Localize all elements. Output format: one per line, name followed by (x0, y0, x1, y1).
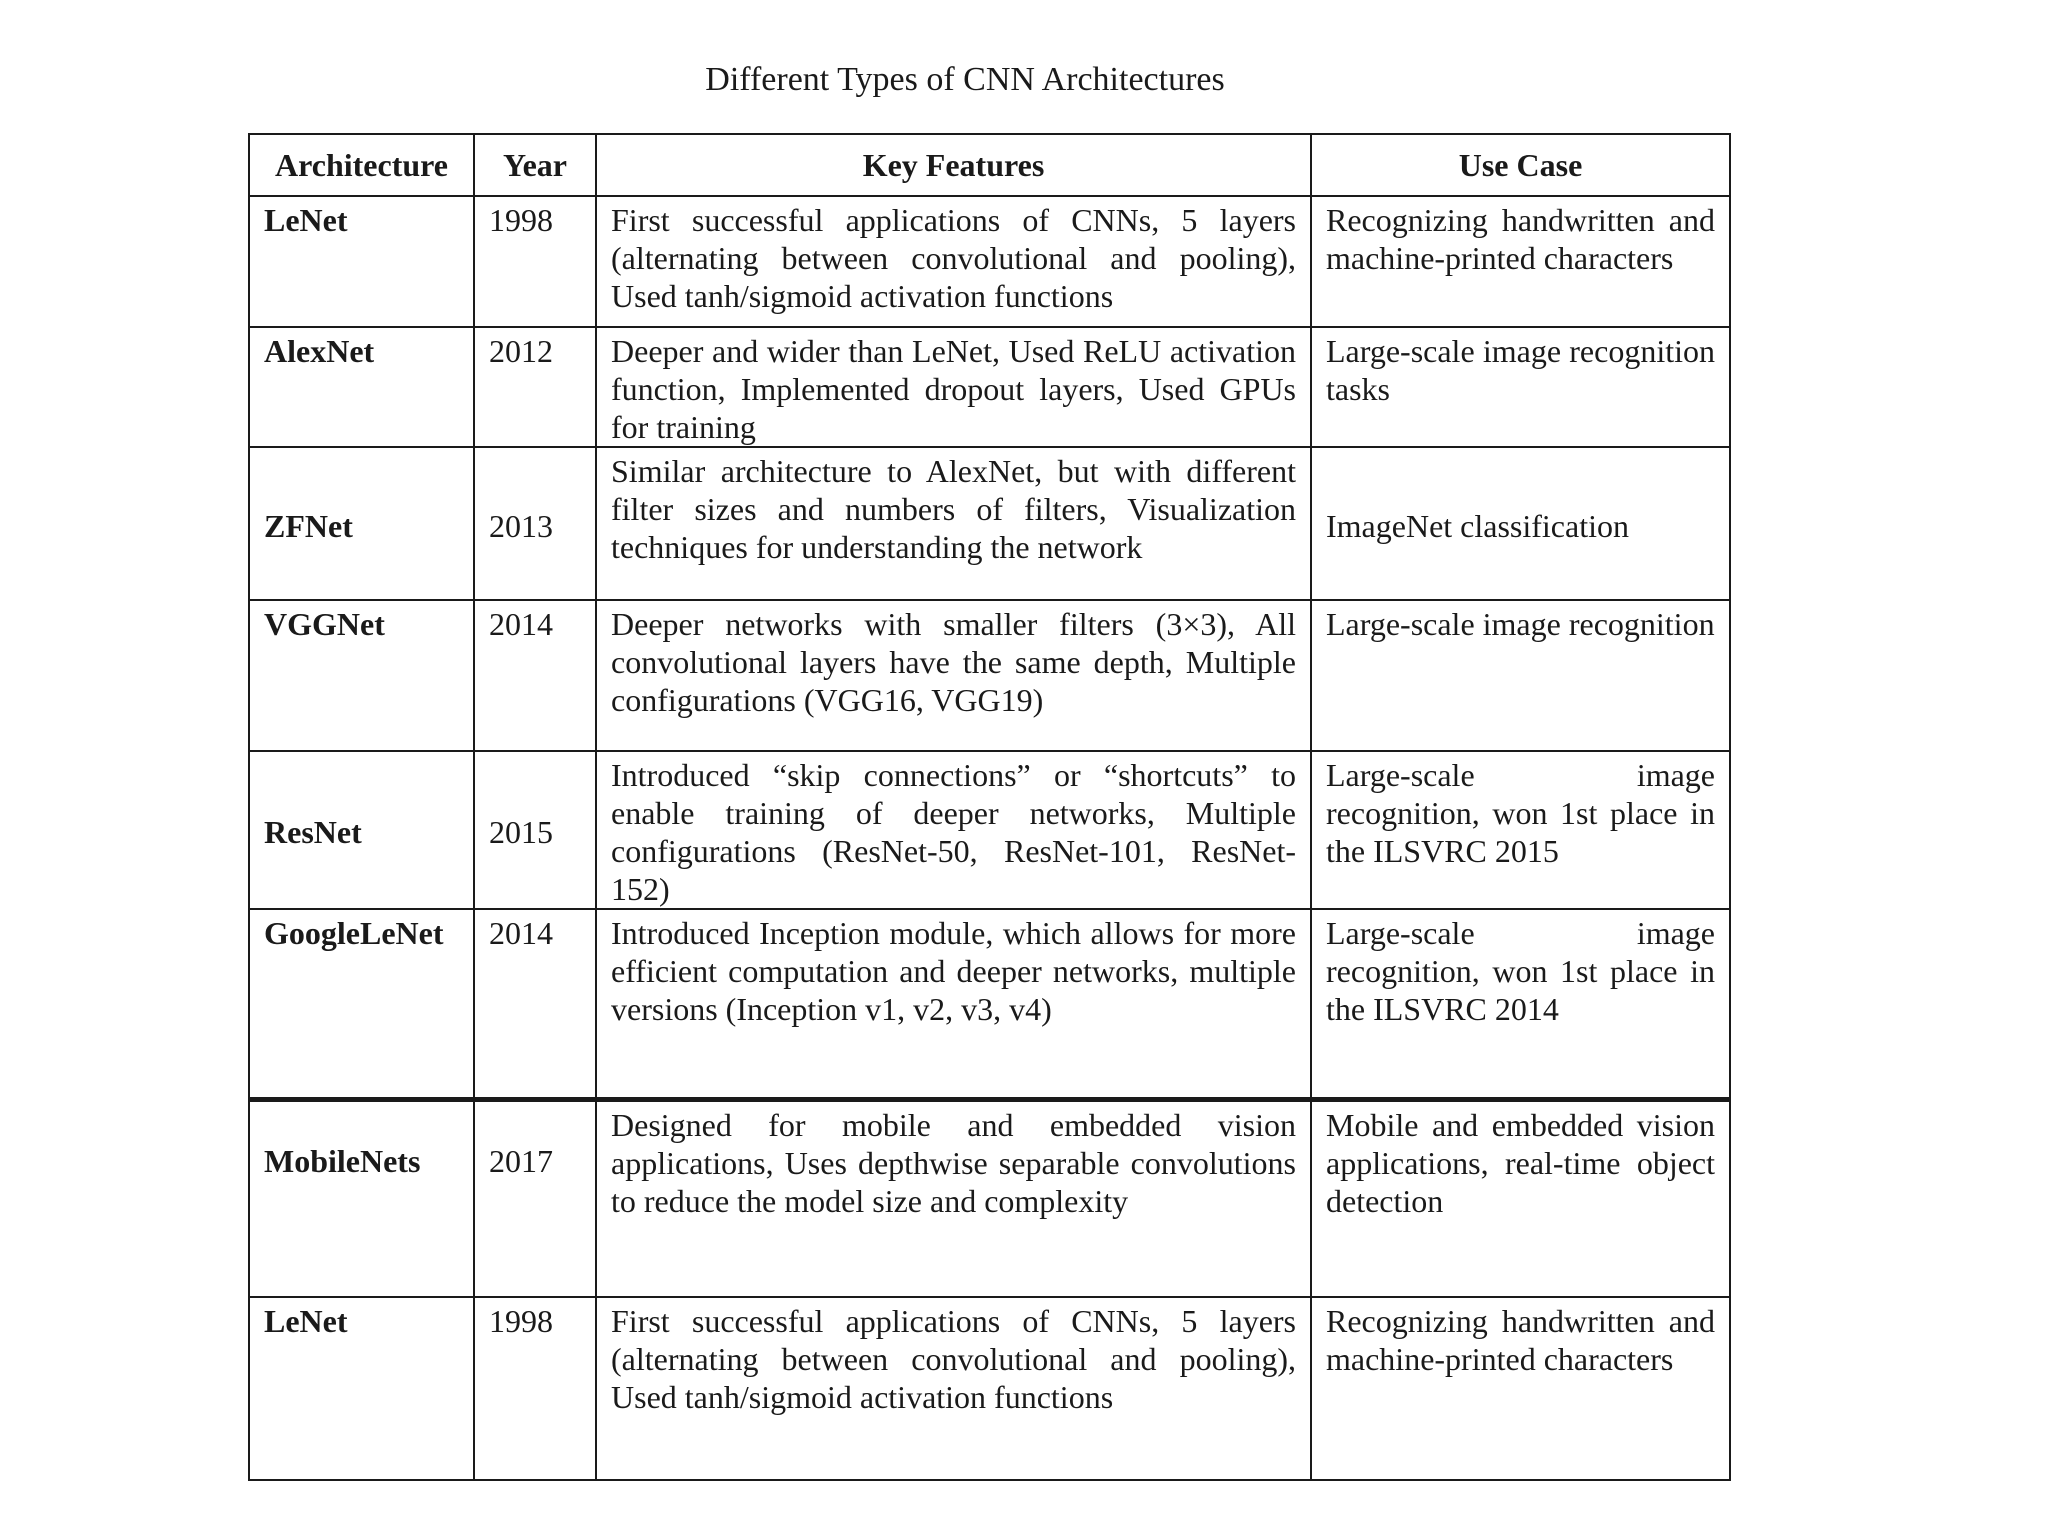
cell-key-features: First successful applications of CNNs, 5 layers (alternating between convolutional and pooling), Used tanh/sigmoid activation functions (596, 196, 1311, 327)
cell-year: 1998 (474, 1297, 596, 1480)
cell-key-features: Introduced “skip connections” or “shortcuts” to enable training of deeper networks, Multiple configurations (ResNet-50, ResNet-101, ResNet-152) (596, 751, 1311, 909)
cell-use-case: Mobile and embedded vision applications, real-time object detection (1311, 1099, 1730, 1297)
cell-architecture: AlexNet (249, 327, 474, 447)
cell-year: 2012 (474, 327, 596, 447)
cell-use-case: Large-scale image recognition tasks (1311, 327, 1730, 447)
table-row (249, 751, 1730, 909)
cell-year: 2014 (474, 600, 596, 751)
cell-key-features: Introduced Inception module, which allows for more efficient computation and deeper networks, multiple versions (Inception v1, v2, v3, v4) (596, 909, 1311, 1099)
cell-use-case: Large-scale image recognition, won 1st place in the ILSVRC 2014 (1311, 909, 1730, 1099)
cnn-architectures-table (248, 133, 1731, 1481)
table-row (249, 196, 1730, 327)
cell-year: 2013 (474, 447, 596, 600)
cell-use-case: Recognizing handwritten and machine-printed characters (1311, 1297, 1730, 1480)
cell-key-features: First successful applications of CNNs, 5 layers (alternating between convolutional and pooling), Used tanh/sigmoid activation functions (596, 1297, 1311, 1480)
cell-use-case: ImageNet classification (1311, 447, 1730, 600)
cell-key-features: Deeper networks with smaller filters (3×3), All convolutional layers have the same depth, Multiple configurations (VGG16, VGG19) (596, 600, 1311, 751)
cell-year: 2015 (474, 751, 596, 909)
cell-key-features: Designed for mobile and embedded vision applications, Uses depthwise separable convolutions to reduce the model size and complexity (596, 1099, 1311, 1297)
header-architecture: Architecture (249, 134, 474, 196)
cell-architecture: ZFNet (249, 447, 474, 600)
cell-use-case: Large-scale image recognition, won 1st place in the ILSVRC 2015 (1311, 751, 1730, 909)
cell-year: 1998 (474, 196, 596, 327)
cell-architecture: MobileNets (249, 1099, 474, 1297)
header-use-case: Use Case (1311, 134, 1730, 196)
table-row (249, 1297, 1730, 1480)
table-row (249, 1099, 1730, 1297)
table-header-row (249, 134, 1730, 196)
cell-key-features: Deeper and wider than LeNet, Used ReLU activation function, Implemented dropout layers, Used GPUs for training (596, 327, 1311, 447)
cell-year: 2014 (474, 909, 596, 1099)
page-title: Different Types of CNN Architectures (705, 61, 1225, 98)
table-row (249, 327, 1730, 447)
cell-use-case: Large-scale image recognition (1311, 600, 1730, 751)
header-key-features: Key Features (596, 134, 1311, 196)
header-year: Year (474, 134, 596, 196)
cell-architecture: VGGNet (249, 600, 474, 751)
cell-architecture: GoogleLeNet (249, 909, 474, 1099)
cell-architecture: LeNet (249, 196, 474, 327)
table-row (249, 909, 1730, 1099)
cell-year: 2017 (474, 1099, 596, 1297)
cell-use-case: Recognizing handwritten and machine-printed characters (1311, 196, 1730, 327)
cell-key-features: Similar architecture to AlexNet, but with different filter sizes and numbers of filters, Visualization techniques for understanding the network (596, 447, 1311, 600)
cell-architecture: LeNet (249, 1297, 474, 1480)
table-row (249, 600, 1730, 751)
cell-architecture: ResNet (249, 751, 474, 909)
table-row (249, 447, 1730, 600)
